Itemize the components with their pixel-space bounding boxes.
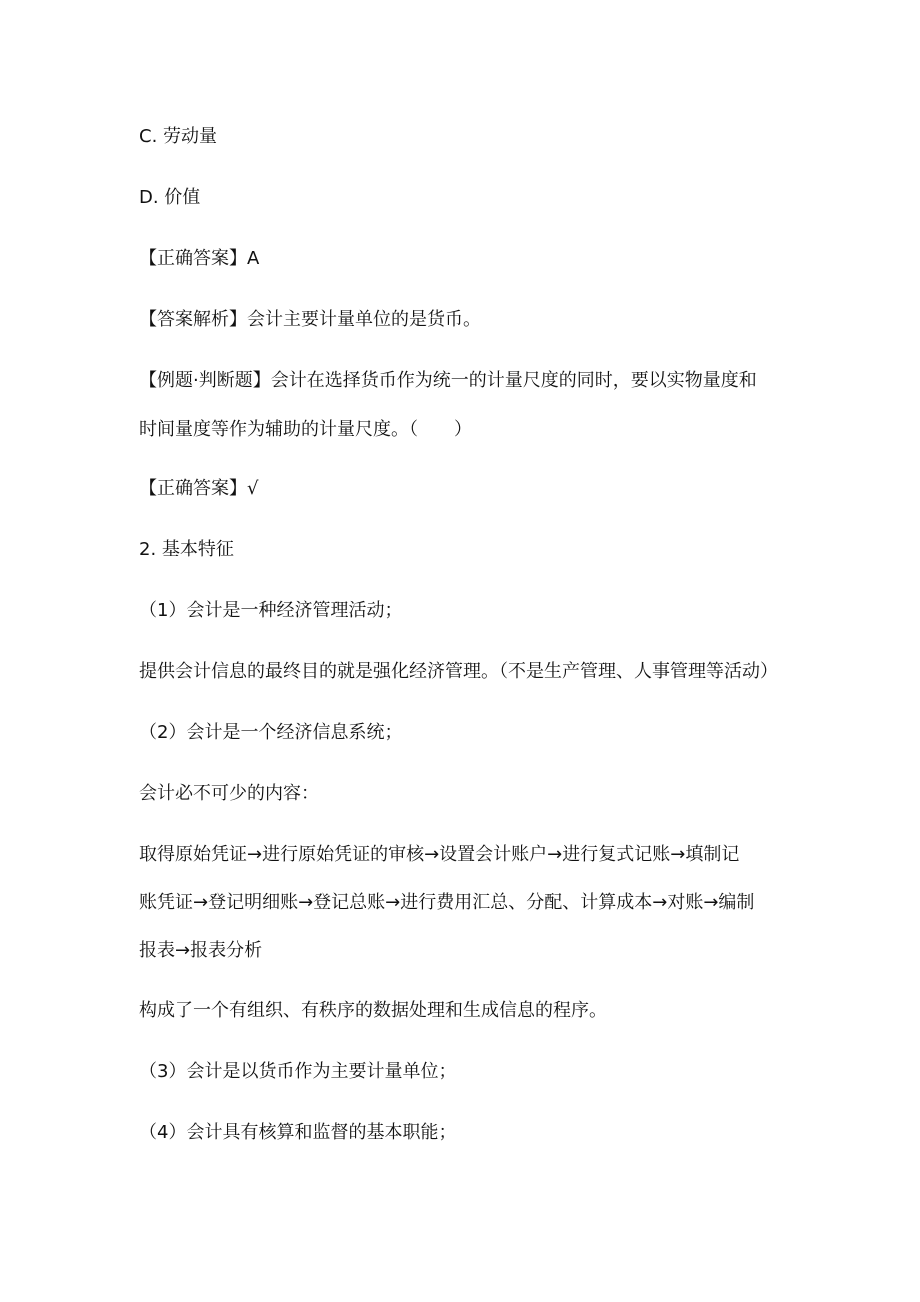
- feature-4: （4）会计具有核算和监督的基本职能；: [139, 1122, 457, 1143]
- feature-3: （3）会计是以货币作为主要计量单位；: [139, 1061, 457, 1082]
- correct-answer-1: 【正确答案】A: [139, 248, 260, 269]
- process-line-2: 账凭证→登记明细账→登记总账→进行费用汇总、分配、计算成本→对账→编制: [139, 892, 755, 913]
- example-question-line-2: 时间量度等作为辅助的计量尺度。（ ）: [139, 419, 472, 440]
- answer-explanation: 【答案解析】会计主要计量单位的是货币。: [139, 309, 481, 330]
- process-line-1: 取得原始凭证→进行原始凭证的审核→设置会计账户→进行复式记账→填制记: [139, 844, 740, 865]
- feature-2: （2）会计是一个经济信息系统；: [139, 722, 403, 743]
- feature-1-detail: 提供会计信息的最终目的就是强化经济管理。（不是生产管理、人事管理等活动）: [139, 661, 778, 682]
- option-d: D. 价值: [139, 187, 201, 208]
- process-line-3: 报表→报表分析: [139, 940, 263, 961]
- correct-answer-2: 【正确答案】√: [139, 478, 259, 499]
- option-c: C. 劳动量: [139, 126, 218, 147]
- process-summary: 构成了一个有组织、有秩序的数据处理和生成信息的程序。: [139, 1000, 607, 1021]
- section-heading-basic-features: 2. 基本特征: [139, 539, 234, 560]
- feature-1: （1）会计是一种经济管理活动；: [139, 600, 403, 621]
- example-question-line-1: 【例题·判断题】会计在选择货币作为统一的计量尺度的同时，要以实物量度和: [139, 370, 757, 391]
- feature-2-intro: 会计必不可少的内容：: [139, 783, 319, 804]
